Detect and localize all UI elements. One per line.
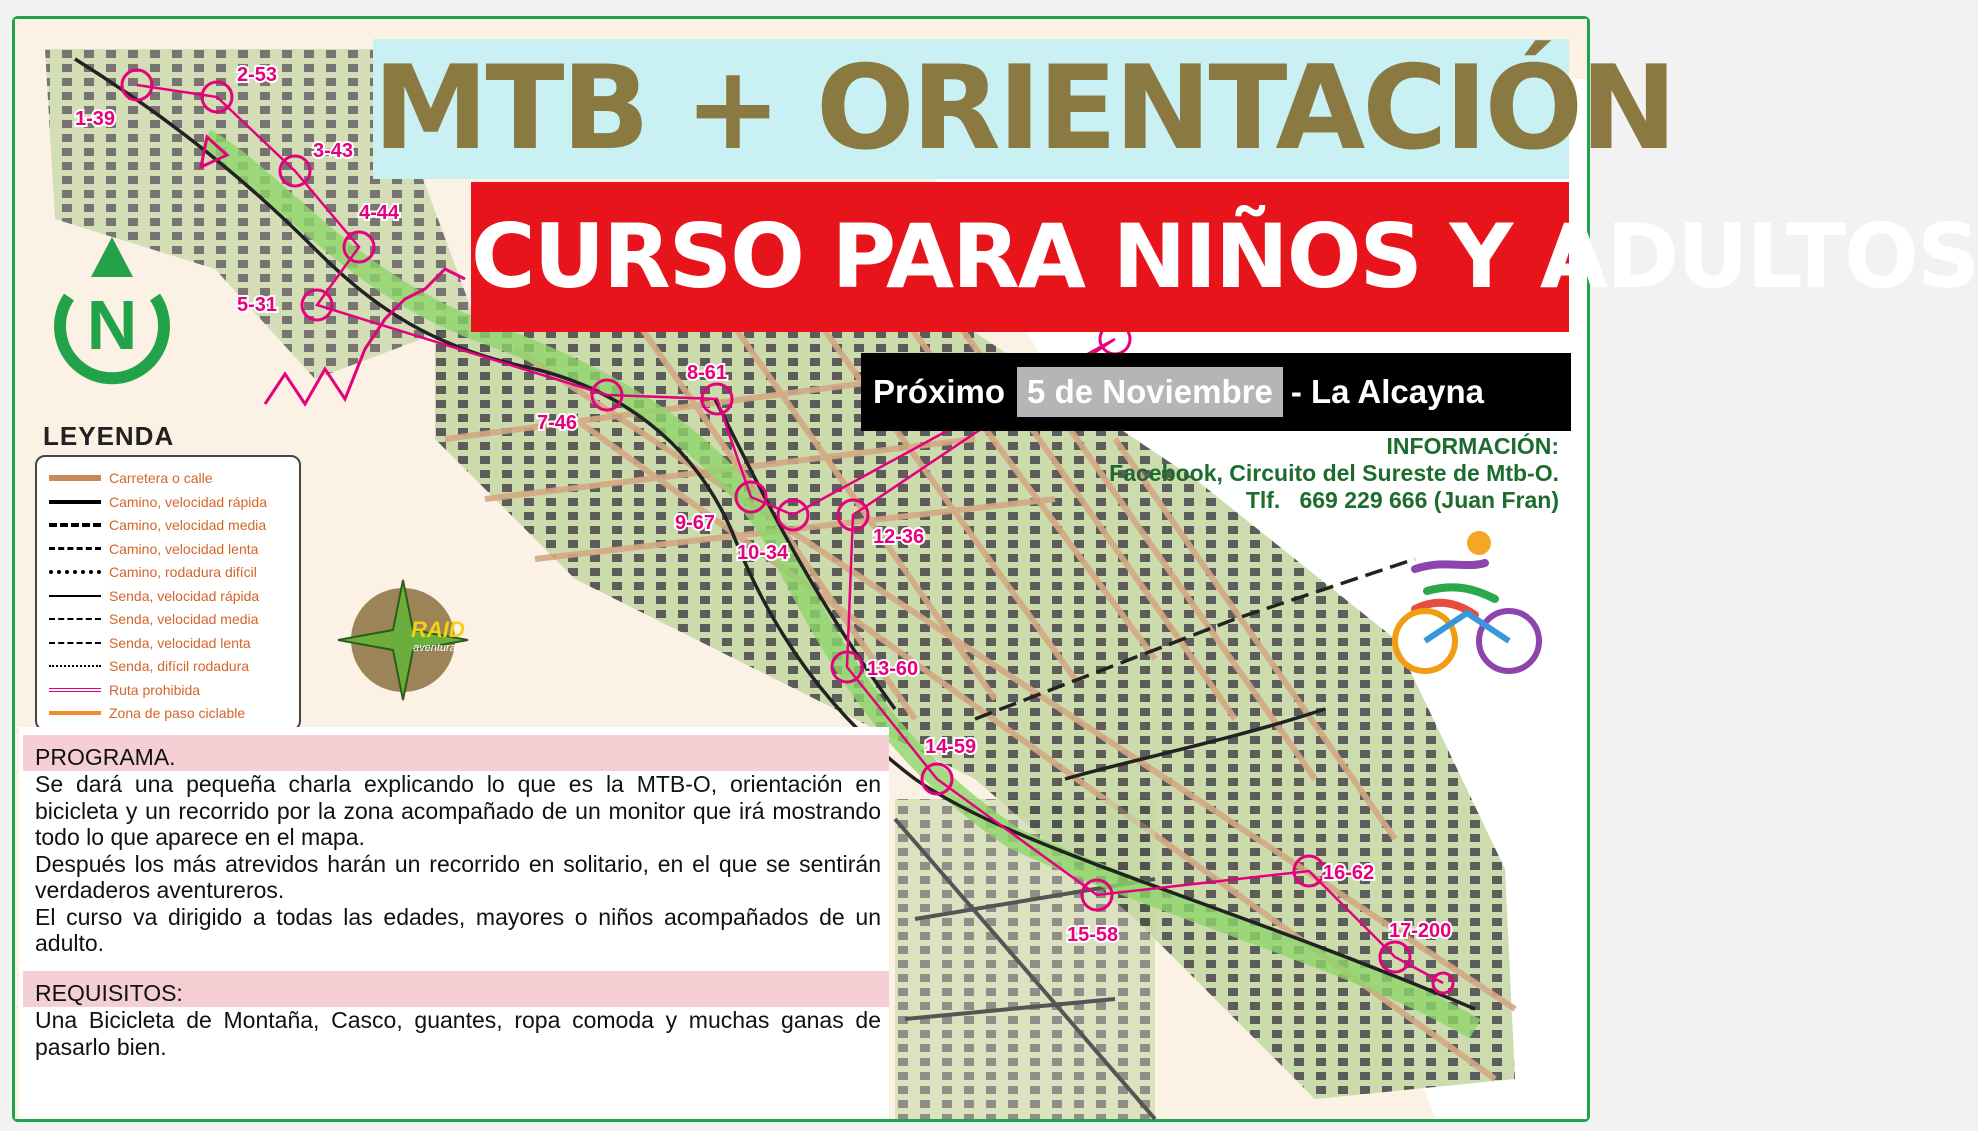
legend-item: [49, 702, 245, 724]
legend-label: Camino, velocidad lenta: [109, 540, 259, 557]
legend-line-sample: [49, 523, 101, 527]
legend-label: Zona de paso ciclable: [109, 705, 246, 721]
legend-line-sample: [49, 688, 101, 692]
requirements-heading: REQUISITOS:: [23, 971, 889, 1007]
legend-item: [49, 491, 267, 513]
north-compass-icon: [47, 237, 177, 387]
legend-line-sample: [49, 618, 101, 620]
legend-item: [49, 608, 258, 630]
program-paragraph-3: El curso va dirigido a todas las edades, mayores o niños acompañados de un adulto.: [35, 903, 881, 956]
control-point-label: 15-58: [1067, 924, 1119, 946]
control-point-label: 16-62: [1323, 862, 1375, 884]
control-point-label: 10-34: [737, 542, 789, 564]
info-heading: INFORMACIÓN:: [1386, 433, 1559, 459]
legend-line-sample: [49, 642, 101, 644]
control-point-label: 7-46: [537, 412, 578, 434]
main-title: MTB + ORIENTACIÓN: [373, 39, 1569, 179]
legend-item: [49, 632, 251, 654]
program-paragraph-1: Se dará una pequeña charla explicando lo que es la MTB-O, orientación en bicicleta y un recorrido por la zona acompañado de un monitor que irá mostrando todo lo que aparece en el mapa.: [35, 771, 881, 850]
raid-logo-subtext: aventura: [413, 642, 456, 654]
legend-title: LEYENDA: [43, 421, 175, 451]
legend-label: Carretera o calle: [109, 470, 213, 486]
legend-label: Ruta prohibida: [109, 681, 201, 698]
legend-line-sample: [49, 665, 101, 667]
date-prefix: Próximo: [873, 373, 1006, 410]
info-block: [1109, 433, 1559, 514]
legend-item: [49, 585, 259, 607]
raid-logo-text: RAID: [411, 617, 465, 642]
legend-label: Senda, velocidad rápida: [109, 587, 260, 604]
legend-box: [35, 455, 301, 731]
info-phone: Tlf. 669 229 666 (Juan Fran): [1245, 487, 1559, 513]
legend-label: Senda, velocidad media: [109, 611, 259, 627]
legend-item: [49, 561, 257, 583]
program-heading: PROGRAMA.: [23, 735, 889, 771]
control-point-label: 2-53: [237, 64, 278, 86]
control-point-label: 3-43: [313, 140, 354, 162]
legend-label: Camino, rodadura difícil: [109, 564, 257, 580]
control-point-label: 13-60: [867, 658, 919, 680]
legend-item: [49, 679, 200, 701]
subtitle-banner: CURSO PARA NIÑOS Y ADULTOS: [471, 182, 1569, 332]
legend-line-sample: [49, 547, 101, 550]
program-text: [35, 771, 881, 957]
control-point-label: 5-31: [237, 294, 278, 316]
raid-aventura-logo: [333, 575, 483, 705]
control-point-label: 14-59: [925, 736, 977, 758]
requirements-text: Una Bicicleta de Montaña, Casco, guantes, ropa comoda y muchas ganas de pasarlo bien.: [35, 1007, 881, 1060]
cyclist-logo: [1375, 529, 1555, 679]
legend-item: [49, 655, 249, 677]
event-place: - La Alcayna: [1290, 373, 1484, 410]
legend-line-sample: [49, 570, 101, 574]
legend-item: [49, 514, 266, 536]
control-point-label: 17-200: [1389, 920, 1452, 942]
program-paragraph-2: Después los más atrevidos harán un recorrido en solitario, en el que se sentirán verdaderos aventureros.: [35, 850, 881, 903]
date-bar: [861, 353, 1571, 431]
legend-line-sample: [49, 595, 101, 597]
legend-line-sample: [49, 475, 101, 481]
legend-line-sample: [49, 500, 101, 504]
legend-label: Senda, velocidad lenta: [109, 634, 251, 651]
poster: [12, 16, 1978, 1122]
legend-line-sample: [49, 711, 101, 715]
program-panel: [19, 727, 889, 1119]
control-point-label: 12-36: [873, 526, 925, 548]
info-facebook: Facebook, Circuito del Sureste de Mtb-O.: [1109, 460, 1559, 486]
compass-letter: N: [86, 286, 138, 364]
event-date: 5 de Noviembre: [1017, 367, 1283, 417]
control-point-label: 4-44: [359, 202, 400, 224]
control-point-label: 8-61: [687, 362, 728, 384]
legend-label: Senda, difícil rodadura: [109, 658, 250, 674]
legend-item: [49, 538, 258, 560]
control-point-label: 1-39: [75, 108, 116, 130]
legend-label: Camino, velocidad rápida: [109, 493, 267, 510]
control-point-label: 9-67: [675, 512, 716, 534]
legend-item: [49, 467, 213, 489]
legend-label: Camino, velocidad media: [109, 517, 267, 533]
